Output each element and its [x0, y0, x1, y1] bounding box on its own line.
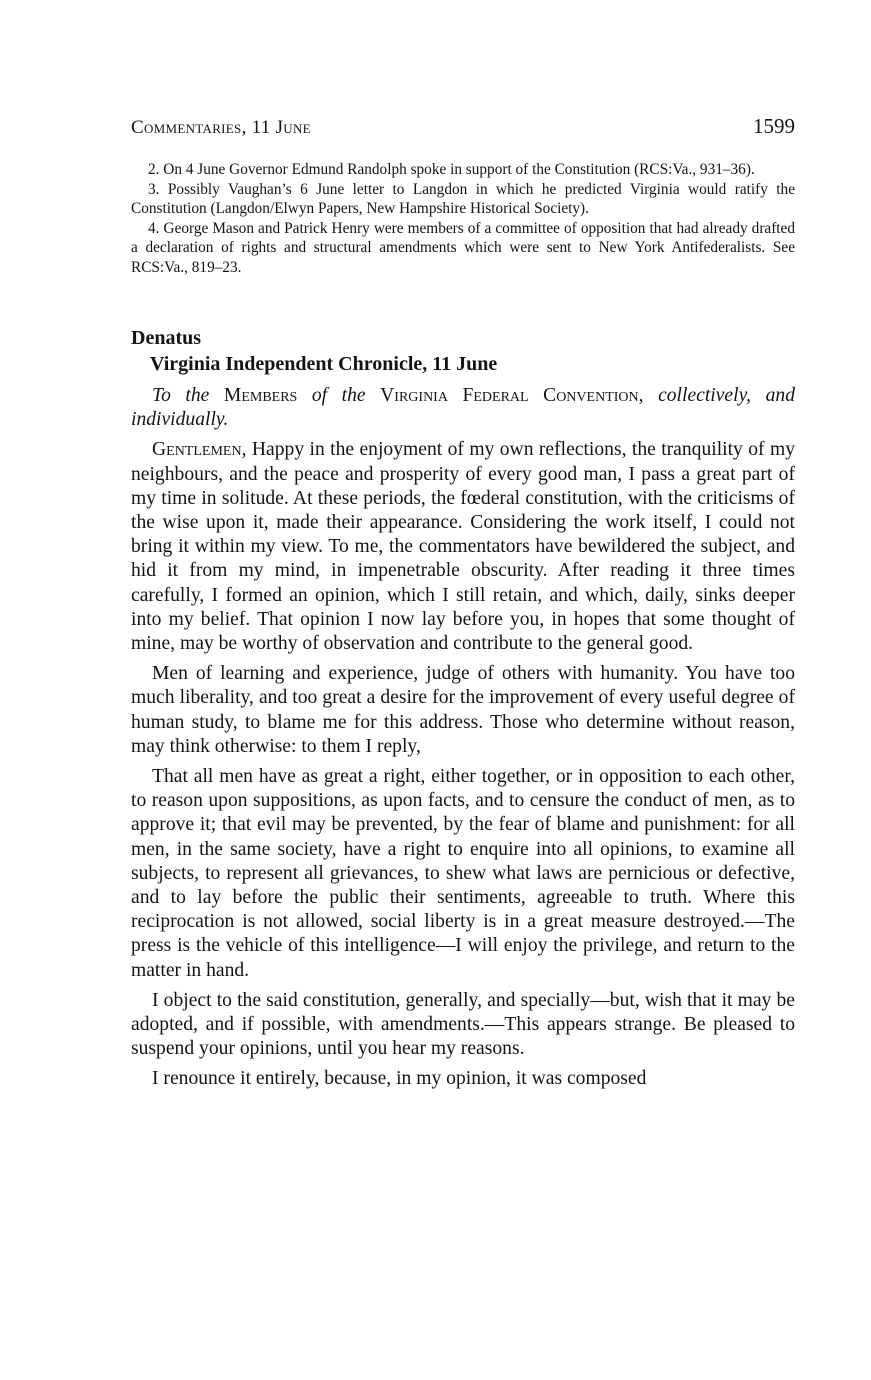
paragraph-1 [131, 438, 795, 656]
footnotes [131, 160, 795, 277]
page-header [131, 114, 795, 139]
paragraph-1-text: Happy in the enjoyment of my own reflections, the tranquility of my neighbours, and the peace and prosperity of every good man, I pass a great part of my time in solitude. At these periods, the fœderal constitution, with the criticisms of the wise upon it, made their appearance. Considering the work itself, I could not bring it within my view. To me, the commentators have bewildered the subject, and hid it from my mind, in impenetrable obscurity. After reading it three times carefully, I formed an opinion, which I still retain, and which, daily, sinks deeper into my belief. That opinion I now lay before you, in hopes that some thought of mine, may be worthy of observation and contribute to the general good. [131, 439, 795, 655]
note-2: 2. On 4 June Governor Edmund Randolph spoke in support of the Constitution (RCS:Va., 931–36). [148, 161, 755, 178]
running-head: Commentaries, 11 June [131, 117, 311, 138]
article-body [131, 384, 795, 1098]
address-rest: collectively, and individually. [131, 385, 796, 431]
page-number: 1599 [753, 114, 795, 138]
document-heading [131, 325, 795, 377]
source-title: Virginia Independent Chronicle, 11 June [150, 353, 498, 375]
author-name: Denatus [131, 327, 202, 349]
note-3: 3. Possibly Vaughan’s 6 June letter to Langdon in which he predicted Virginia would ratify the Constitution (Langdon/Elwyn Papers, New Hampshire Historical Society). [131, 180, 795, 217]
paragraph-4: I object to the said constitution, generally, and specially—but, wish that it may be adopted, and if possible, with amendments.—This appears strange. Be pleased to suspend your opinions, until you hear my reasons. [131, 989, 795, 1060]
salutation: Gentlemen, [152, 439, 247, 461]
address-convention: Virginia Federal Convention, [380, 385, 644, 406]
paragraph-2: Men of learning and experience, judge of others with humanity. You have too much liberality, and too great a desire for the improvement of every useful degree of human study, to blame me for this address. Those who determine without reason, may think otherwise: to them I reply, [131, 663, 795, 757]
address-of-the: of the [297, 385, 381, 406]
paragraph-3: That all men have as great a right, either together, or in opposition to each other, to reason upon suppositions, as upon facts, and to censure the conduct of men, as to approve it; that evil may be prevented, by the fear of blame and punishment: for all men, in the same society, have a right to enquire into all opinions, to examine all subjects, to represent all grievances, to shew what laws are pernicious or defective, and to lay before the public their sentiments, agreeable to truth. Where this reciprocation is not allowed, social liberty is in a great measure destroyed.—The press is the vehicle of this intelligence—I will enjoy the privilege, and return to the matter in hand. [131, 766, 795, 981]
address-members: Members [223, 385, 298, 406]
note-4: 4. George Mason and Patrick Henry were members of a committee of opposition that had already drafted a declaration of rights and structural amendments which were sent to New York Antifederalists. See RCS:Va., 819–23. [131, 219, 795, 276]
paragraph-5: I renounce it entirely, because, in my opinion, it was composed [152, 1068, 647, 1090]
address-to-the: To the [152, 385, 224, 406]
address-line [131, 384, 795, 432]
